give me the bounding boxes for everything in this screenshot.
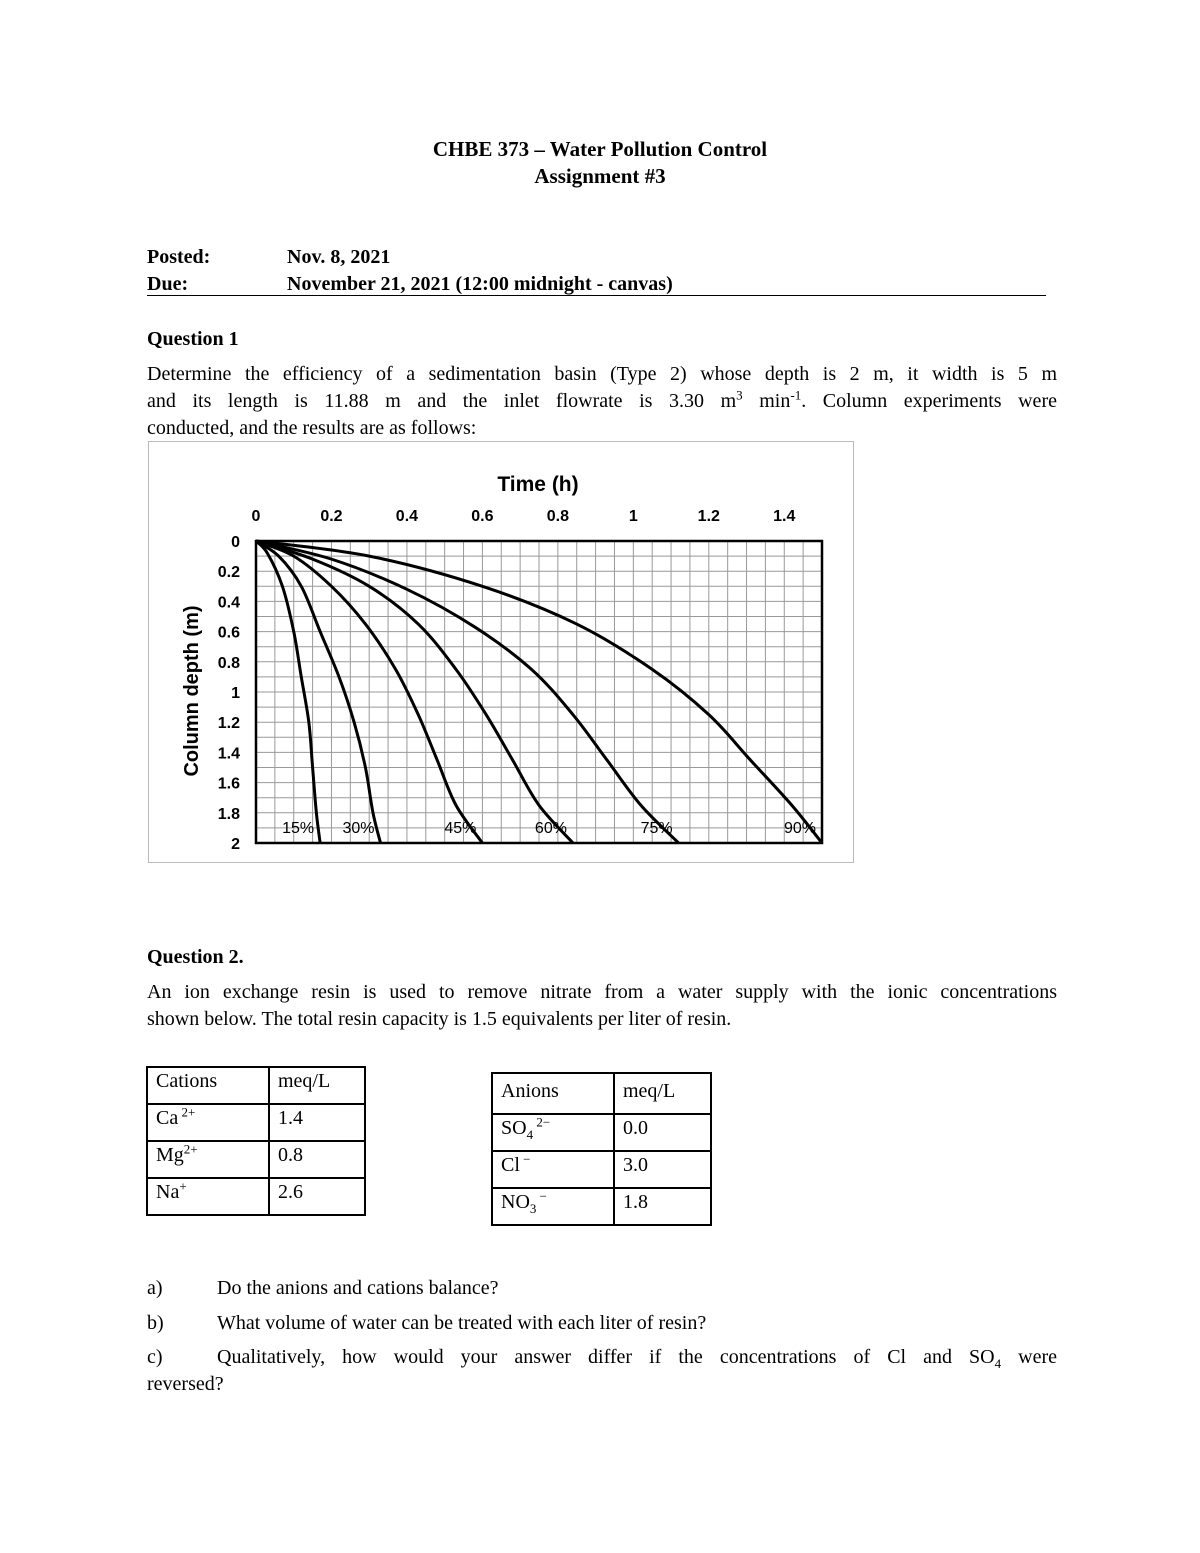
- y-tick-label: 0.6: [217, 624, 240, 642]
- anions-header-row: [492, 1073, 711, 1114]
- q2-line1: An ion exchange resin is used to remove nitrate from a water supply with the ionic concentrations: [147, 981, 1057, 1003]
- table-row: [492, 1151, 711, 1188]
- anion-value: 1.8: [614, 1188, 711, 1225]
- q1-line2-sup2: -1: [790, 387, 802, 403]
- cation-symbol: Na: [156, 1181, 180, 1203]
- anions-header-ion: Anions: [492, 1073, 614, 1114]
- x-tick-label: 0.2: [319, 507, 343, 525]
- cation-charge: 2+: [178, 1104, 196, 1120]
- anion-ion: [492, 1151, 614, 1188]
- x-tick-label: 0.4: [395, 507, 418, 525]
- table-row: [147, 1141, 365, 1178]
- part-text: What volume of water can be treated with each liter of resin?: [217, 1312, 707, 1334]
- part-text: Do the anions and cations balance?: [217, 1277, 499, 1299]
- cation-symbol: Mg: [156, 1144, 184, 1166]
- chart-frame: [148, 441, 854, 863]
- x-tick-label: 0.6: [470, 507, 494, 525]
- anion-ion: [492, 1188, 614, 1225]
- cation-value: 2.6: [269, 1178, 365, 1215]
- q1-line1: Determine the efficiency of a sedimentation basin (Type 2) whose depth is 2 m, it width is 5 m: [147, 363, 1057, 385]
- document-title: CHBE 373 – Water Pollution Control: [432, 137, 768, 161]
- anion-symbol: NO: [501, 1191, 530, 1213]
- chart-x-ticks: [251, 508, 795, 525]
- settling-chart: [148, 441, 854, 863]
- table-row: [492, 1188, 711, 1225]
- anion-value: 3.0: [614, 1151, 711, 1188]
- cation-symbol: Ca: [156, 1107, 179, 1129]
- posted-value: Nov. 8, 2021: [287, 246, 391, 268]
- q1-line2: [147, 388, 1057, 415]
- q1-line2-b: min: [742, 390, 791, 412]
- anion-charge: 2−: [533, 1114, 551, 1130]
- series-label: 15%: [281, 819, 314, 837]
- anion-value: 0.0: [614, 1114, 711, 1151]
- q1-heading: Question 1: [147, 328, 239, 350]
- q2-part-b: [147, 1312, 706, 1335]
- chart-y-ticks: [217, 534, 239, 853]
- cation-charge: +: [179, 1178, 187, 1194]
- table-row: [147, 1104, 365, 1141]
- chart-title: Time (h): [496, 472, 579, 496]
- anion-symbol: SO: [501, 1117, 527, 1139]
- posted-label: Posted:: [147, 246, 211, 268]
- part-letter: b): [147, 1312, 164, 1334]
- anions-table: [491, 1072, 712, 1226]
- x-tick-label: 1.2: [697, 507, 720, 525]
- anion-subscript: 3: [529, 1201, 537, 1216]
- x-tick-label: 0.8: [546, 507, 569, 525]
- series-label: 75%: [640, 819, 673, 837]
- cation-ion: [147, 1104, 269, 1141]
- cations-header-ion: Cations: [147, 1067, 269, 1104]
- table-row: [492, 1114, 711, 1151]
- x-tick-label: 1: [628, 507, 638, 525]
- chart-series-labels: [282, 820, 816, 837]
- q2-line2: shown below. The total resin capacity is 1.5 equivalents per liter of resin.: [147, 1008, 732, 1030]
- part-letter: a): [147, 1277, 163, 1299]
- part-subscript: 4: [994, 1356, 1002, 1371]
- x-tick-label: 0: [251, 507, 260, 525]
- cation-value: 0.8: [269, 1141, 365, 1178]
- q1-line2-c: . Column experiments were: [801, 390, 1057, 412]
- anion-charge: −: [519, 1151, 531, 1167]
- due-underline: [147, 295, 1046, 296]
- y-tick-label: 1: [230, 684, 240, 702]
- chart-ylabel: Column depth (m): [180, 604, 203, 777]
- x-tick-label: 1.4: [772, 507, 795, 525]
- q1-line3: conducted, and the results are as follows:: [147, 417, 477, 439]
- cation-value: 1.4: [269, 1104, 365, 1141]
- y-tick-label: 1.2: [217, 714, 240, 732]
- part-text-end: were: [1001, 1346, 1058, 1368]
- q1-line2-a: and its length is 11.88 m and the inlet flowrate is 3.30 m: [147, 390, 737, 412]
- table-row: [147, 1178, 365, 1215]
- q2-heading: Question 2.: [147, 946, 244, 968]
- y-tick-label: 1.8: [217, 805, 240, 823]
- y-tick-label: 0.8: [217, 654, 240, 672]
- q1-line2-sup1: 3: [736, 387, 743, 403]
- q2-part-c-cont: reversed?: [147, 1373, 224, 1395]
- part-text: Qualitatively, how would your answer differ if the concentrations of Cl and SO: [217, 1346, 995, 1368]
- cation-ion: [147, 1141, 269, 1178]
- part-letter: c): [147, 1346, 163, 1368]
- series-label: 30%: [341, 819, 375, 837]
- chart-grid: [256, 541, 822, 843]
- series-label: 60%: [534, 819, 567, 837]
- anions-header-value: meq/L: [614, 1073, 711, 1114]
- due-label: Due:: [147, 273, 189, 295]
- y-tick-label: 0: [230, 533, 240, 551]
- cation-ion: [147, 1178, 269, 1215]
- q2-part-a: [147, 1277, 499, 1300]
- cation-charge: 2+: [183, 1141, 198, 1157]
- cations-header-row: [147, 1067, 365, 1104]
- anion-subscript: 4: [526, 1127, 534, 1142]
- cations-header-value: meq/L: [269, 1067, 365, 1104]
- series-label: 45%: [443, 819, 476, 837]
- anion-ion: [492, 1114, 614, 1151]
- q2-part-c: [147, 1346, 1057, 1369]
- y-tick-label: 1.4: [217, 744, 240, 762]
- anion-symbol: Cl: [501, 1154, 520, 1176]
- anion-charge: −: [536, 1188, 547, 1204]
- y-tick-label: 1.6: [217, 775, 240, 793]
- y-tick-label: 2: [230, 835, 240, 853]
- due-value: November 21, 2021 (12:00 midnight - canvas): [287, 273, 673, 295]
- y-tick-label: 0.2: [217, 563, 240, 581]
- document-subtitle: Assignment #3: [534, 164, 666, 188]
- series-label: 90%: [783, 819, 816, 837]
- y-tick-label: 0.4: [217, 593, 240, 611]
- cations-table: [146, 1066, 366, 1216]
